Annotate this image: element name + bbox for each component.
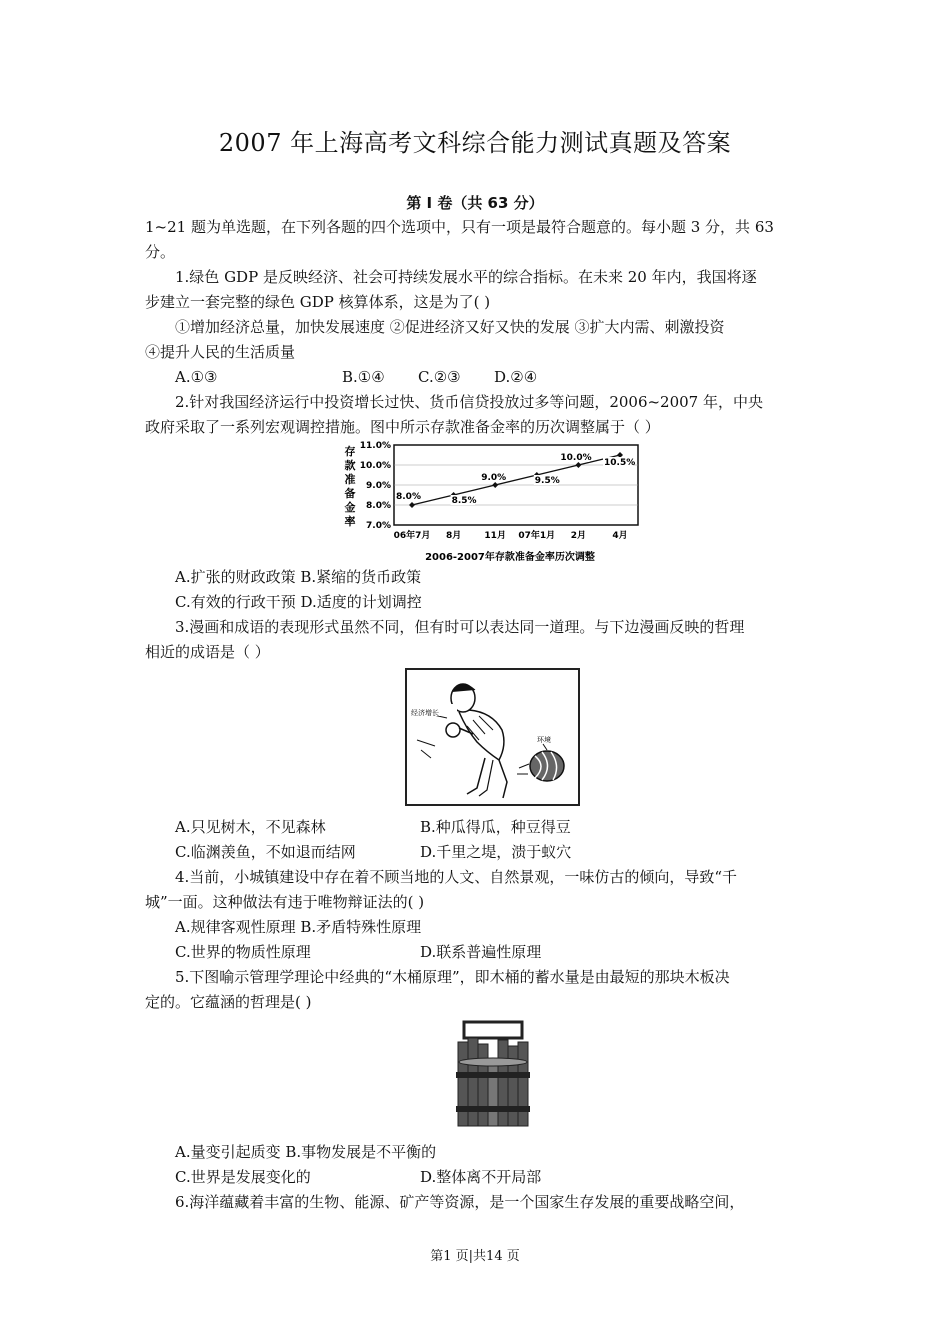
chart-data-label: 9.0% [481, 473, 507, 483]
chart-data-label: 10.0% [560, 453, 592, 463]
q4-option-c: C.世界的物质性原理 [175, 943, 311, 961]
q5-stem-line-1: 5.下图喻示管理学理论中经典的“木桶原理”，即木桶的蓄水量是由最短的那块木板决 [175, 968, 730, 986]
chart-ytick-label: 11.0% [359, 441, 391, 451]
intro-line-1: 1~21 题为单选题，在下列各题的四个选项中，只有一项是最符合题意的。每小题 3 分，共 63 [145, 218, 774, 236]
chart-xtick-label: 07年1月 [518, 531, 556, 541]
q1-statements-line-1: ①增加经济总量，加快发展速度 ②促进经济又好又快的发展 ③扩大内需、刺激投资 [175, 318, 725, 336]
chart-xtick-label: 11月 [484, 531, 506, 541]
q5-option-c: C.世界是发展变化的 [175, 1168, 311, 1186]
chart-xtick-label: 8月 [445, 531, 462, 541]
page-footer: 第1 页|共14 页 [430, 1249, 520, 1264]
q3-stem-line-1: 3.漫画和成语的表现形式虽然不同，但有时可以表达同一道理。与下边漫画反映的哲理 [175, 618, 745, 636]
q4-stem-line-1: 4.当前，小城镇建设中存在着不顾当地的人文、自然景观，一味仿古的倾向，导致“千 [175, 868, 737, 886]
chart-ytick-label: 10.0% [359, 461, 391, 471]
chart-data-label: 9.5% [534, 476, 560, 486]
chart-data-point [409, 502, 415, 508]
q1-statements-line-2: ④提升人民的生活质量 [145, 343, 296, 361]
reserve-ratio-chart [340, 437, 652, 565]
q3-option-d: D.千里之堤，溃于蚁穴 [420, 843, 572, 861]
chart-data-label: 8.0% [396, 492, 421, 502]
chart-ytick-label: 8.0% [366, 501, 391, 511]
chart-ytick-label: 9.0% [366, 481, 391, 491]
cartoon-label-growth: 经济增长 [411, 709, 439, 717]
q1-stem-line-1: 1.绿色 GDP 是反映经济、社会可持续发展水平的综合指标。在未来 20 年内，我国将逐 [175, 268, 757, 286]
q4-stem-line-2: 城”一面。这种做法有违于唯物辩证法的( ) [145, 893, 425, 911]
q3-option-b: B.种瓜得瓜，种豆得豆 [420, 818, 571, 836]
chart-xtick-label: 4月 [612, 531, 628, 541]
q1-option-b: B.①④ [342, 368, 385, 386]
wooden-bucket-image [448, 1020, 538, 1130]
chart-data-label: 10.5% [604, 458, 636, 468]
chart-ylabel-char: 率 [344, 515, 356, 528]
chart-xtick-label: 2月 [570, 531, 587, 541]
chart-ylabel-char: 款 [344, 459, 356, 472]
q3-option-a: A.只见树木，不见森林 [175, 818, 326, 836]
intro-line-2: 分。 [145, 243, 176, 261]
cartoon-image [405, 668, 580, 806]
chart-xtick-label: 06年7月 [393, 531, 431, 541]
q2-options-ab: A.扩张的财政政策 B.紧缩的货币政策 [175, 568, 422, 586]
q1-option-c: C.②③ [418, 368, 461, 386]
q2-stem-line-1: 2.针对我国经济运行中投资增长过快、货币信贷投放过多等问题，2006~2007 年，中央 [175, 393, 763, 411]
chart-ylabel-char: 金 [344, 501, 356, 514]
q3-option-c: C.临渊羡鱼，不如退而结网 [175, 843, 356, 861]
chart-title: 2006-2007年存款准备金率历次调整 [425, 552, 595, 563]
chart-ytick-label: 7.0% [366, 521, 391, 531]
q3-stem-line-2: 相近的成语是（ ） [145, 643, 270, 661]
q2-options-cd: C.有效的行政干预 D.适度的计划调控 [175, 593, 422, 611]
q6-stem-line-1: 6.海洋蕴藏着丰富的生物、能源、矿产等资源，是一个国家生存发展的重要战略空间， [175, 1193, 745, 1211]
document-title: 2007 年上海高考文科综合能力测试真题及答案 [218, 129, 732, 157]
chart-data-label: 8.5% [451, 496, 477, 506]
section-heading: 第 I 卷（共 63 分） [406, 194, 544, 212]
q4-options-ab: A.规律客观性原理 B.矛盾特殊性原理 [175, 918, 422, 936]
q5-stem-line-2: 定的。它蕴涵的哲理是( ) [145, 993, 312, 1011]
chart-ylabel-char: 准 [344, 473, 356, 486]
q4-option-d: D.联系普遍性原理 [420, 943, 542, 961]
q5-option-d: D.整体离不开局部 [420, 1168, 542, 1186]
q1-option-a: A.①③ [175, 368, 218, 386]
chart-ylabel-char: 存 [344, 445, 356, 458]
q5-options-ab: A.量变引起质变 B.事物发展是不平衡的 [175, 1143, 437, 1161]
q1-stem-line-2: 步建立一套完整的绿色 GDP 核算体系，这是为了( ) [145, 293, 491, 311]
chart-ylabel-char: 备 [344, 487, 356, 500]
q2-stem-line-2: 政府采取了一系列宏观调控措施。图中所示存款准备金率的历次调整属于（ ） [145, 418, 660, 436]
q1-option-d: D.②④ [494, 368, 538, 386]
cartoon-label-environment: 环境 [537, 736, 551, 744]
